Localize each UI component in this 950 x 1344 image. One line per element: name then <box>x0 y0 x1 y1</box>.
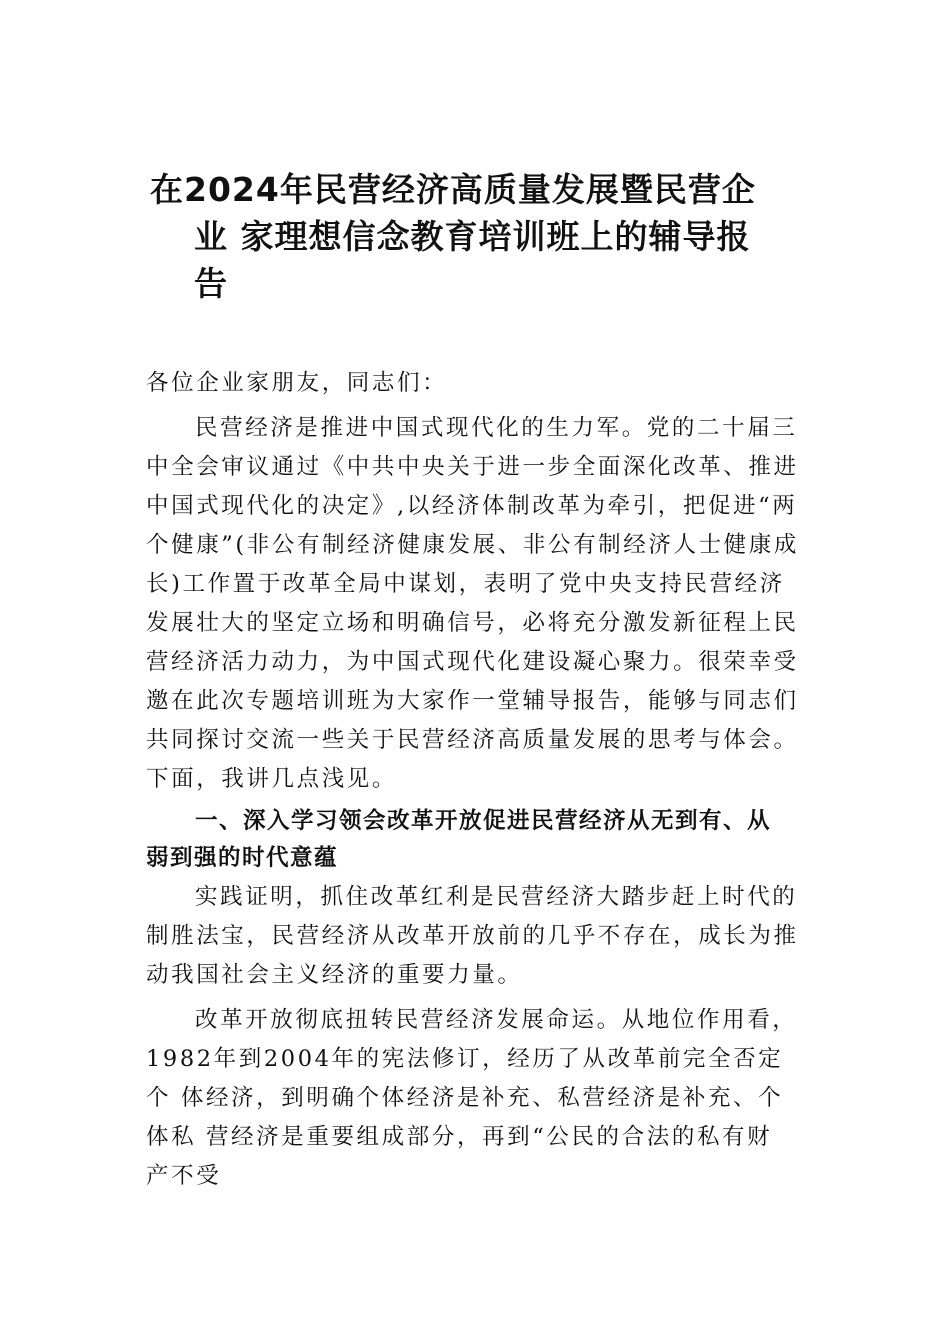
paragraph-line: 营经济活力动力，为中国式现代化建设凝心聚力。很荣幸受 <box>146 649 799 675</box>
title-line-1: 在2024年民营经济高质量发展暨民营企 <box>150 170 756 209</box>
paragraph-line: 制胜法宝，民营经济从改革开放前的几乎不存在，成长为推 <box>146 923 799 949</box>
heading-line: 一、深入学习领会改革开放促进民营经济从无到有、从 <box>195 808 772 834</box>
heading-line: 弱到强的时代意蕴 <box>146 845 339 871</box>
paragraph-line: 个健康”(非公有制经济健康发展、非公有制经济人士健康成 <box>146 532 799 558</box>
paragraph-line: 民营经济是推进中国式现代化的生力军。党的二十届三 <box>195 415 798 441</box>
paragraph-line: 产不受 <box>146 1163 222 1189</box>
paragraph-line: 实践证明，抓住改革红利是民营经济大踏步赶上时代的 <box>195 884 798 910</box>
paragraph-line: 中国式现代化的决定》,以经济体制改革为牵引，把促进“两 <box>146 493 798 519</box>
title-line-3: 告 <box>194 264 228 303</box>
paragraph-line: 1982年到2004年的宪法修订，经历了从改革前完全否定 <box>146 1046 784 1072</box>
paragraph-line: 发展壮大的坚定立场和明确信号，必将充分激发新征程上民 <box>146 610 799 636</box>
paragraph-line: 改革开放彻底扭转民营经济发展命运。从地位作用看， <box>195 1007 798 1033</box>
document-title <box>150 166 800 307</box>
paragraph-line: 个 体经济，到明确个体经济是补充、私营经济是补充、个 <box>146 1085 784 1111</box>
paragraph-line: 邀在此次专题培训班为大家作一堂辅导报告，能够与同志们 <box>146 688 799 714</box>
paragraph-line: 下面，我讲几点浅见。 <box>146 766 398 792</box>
paragraph-line: 中全会审议通过《中共中央关于进一步全面深化改革、推进 <box>146 454 799 480</box>
paragraph-line: 长)工作置于改革全局中谋划，表明了党中央支持民营经济 <box>146 571 785 597</box>
greeting: 各位企业家朋友，同志们： <box>146 370 448 396</box>
paragraph-line: 体私 营经济是重要组成部分，再到“公民的合法的私有财 <box>146 1124 773 1150</box>
paragraph-line: 动我国社会主义经济的重要力量。 <box>146 962 523 988</box>
title-line-2: 业 家理想信念教育培训班上的辅导报 <box>194 217 751 256</box>
paragraph-line: 共同探讨交流一些关于民营经济高质量发展的思考与体会。 <box>146 727 799 753</box>
